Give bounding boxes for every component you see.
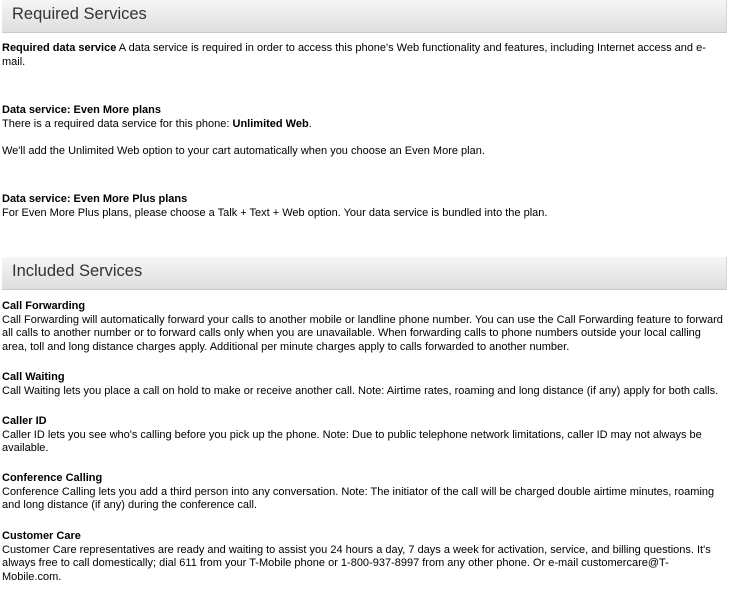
even-more-plans-line2: We'll add the Unlimited Web option to your cart automatically when you choose an Even More plan.: [2, 145, 485, 157]
required-services-title: Required Services: [12, 5, 147, 23]
service-item-caller-id: [2, 415, 728, 456]
required-data-service-label: Required data service: [2, 42, 117, 54]
service-heading: Call Forwarding: [2, 300, 86, 312]
included-services-header: [2, 257, 727, 290]
required-data-service-text: A data service is required in order to access this phone's Web functionality and features, including Internet access and e-mail.: [2, 42, 706, 68]
service-item-call-forwarding: [2, 300, 728, 354]
even-more-line1-prefix: There is a required data service for this phone:: [2, 117, 233, 130]
even-more-plans-block: [2, 104, 728, 131]
service-description: Customer Care representatives are ready and waiting to assist you 24 hours a day, 7 days a week for activation, service, and billing questions. It's always free to call domestically; dial 611 from your T-Mobile phone or 1-800-937-8997 from any other phone. Or e-mail customercare@T-Mobile.com.: [2, 543, 711, 583]
service-description: Call Waiting lets you place a call on hold to make or receive another call. Note: Airtime rates, roaming and long distance (if any) apply for both calls.: [2, 384, 719, 397]
service-description: Call Forwarding will automatically forward your calls to another mobile or landline phone number. You can use the Call Forwarding feature to forward all calls to another number or to forward calls only when you are unavailable. When forwarding calls to phone numbers outside your local calling area, toll and long distance charges apply. Additional per minute charges apply to calls forwarded to another number.: [2, 313, 723, 353]
even-more-plans-heading: Data service: Even More plans: [2, 104, 161, 116]
even-more-plans-line1: [2, 118, 728, 132]
even-more-plus-plans-heading: Data service: Even More Plus plans: [2, 193, 188, 205]
even-more-required-service-name: Unlimited Web: [232, 117, 309, 130]
even-more-plus-plans-block: [2, 193, 728, 220]
service-item-conference-calling: [2, 472, 728, 513]
service-heading: Customer Care: [2, 530, 81, 542]
even-more-plans-note: [2, 145, 728, 159]
service-item-call-waiting: [2, 371, 728, 398]
service-item-customer-care: [2, 530, 728, 584]
required-data-service-paragraph: [2, 42, 728, 69]
even-more-plus-plans-text: For Even More Plus plans, please choose a Talk + Text + Web option. Your data service is bundled into the plan.: [2, 206, 548, 219]
required-services-header: [2, 0, 727, 33]
even-more-line1-suffix: .: [308, 117, 312, 130]
service-description: Conference Calling lets you add a third person into any conversation. Note: The initiator of the call will be charged double airtime minutes, roaming and long distance (if any) during the conference call.: [2, 485, 715, 511]
included-services-title: Included Services: [12, 262, 143, 280]
service-heading: Caller ID: [2, 415, 47, 427]
service-heading: Call Waiting: [2, 371, 65, 383]
service-heading: Conference Calling: [2, 472, 103, 484]
service-description: Caller ID lets you see who's calling before you pick up the phone. Note: Due to public telephone network limitations, caller ID may not always be available.: [2, 428, 702, 454]
